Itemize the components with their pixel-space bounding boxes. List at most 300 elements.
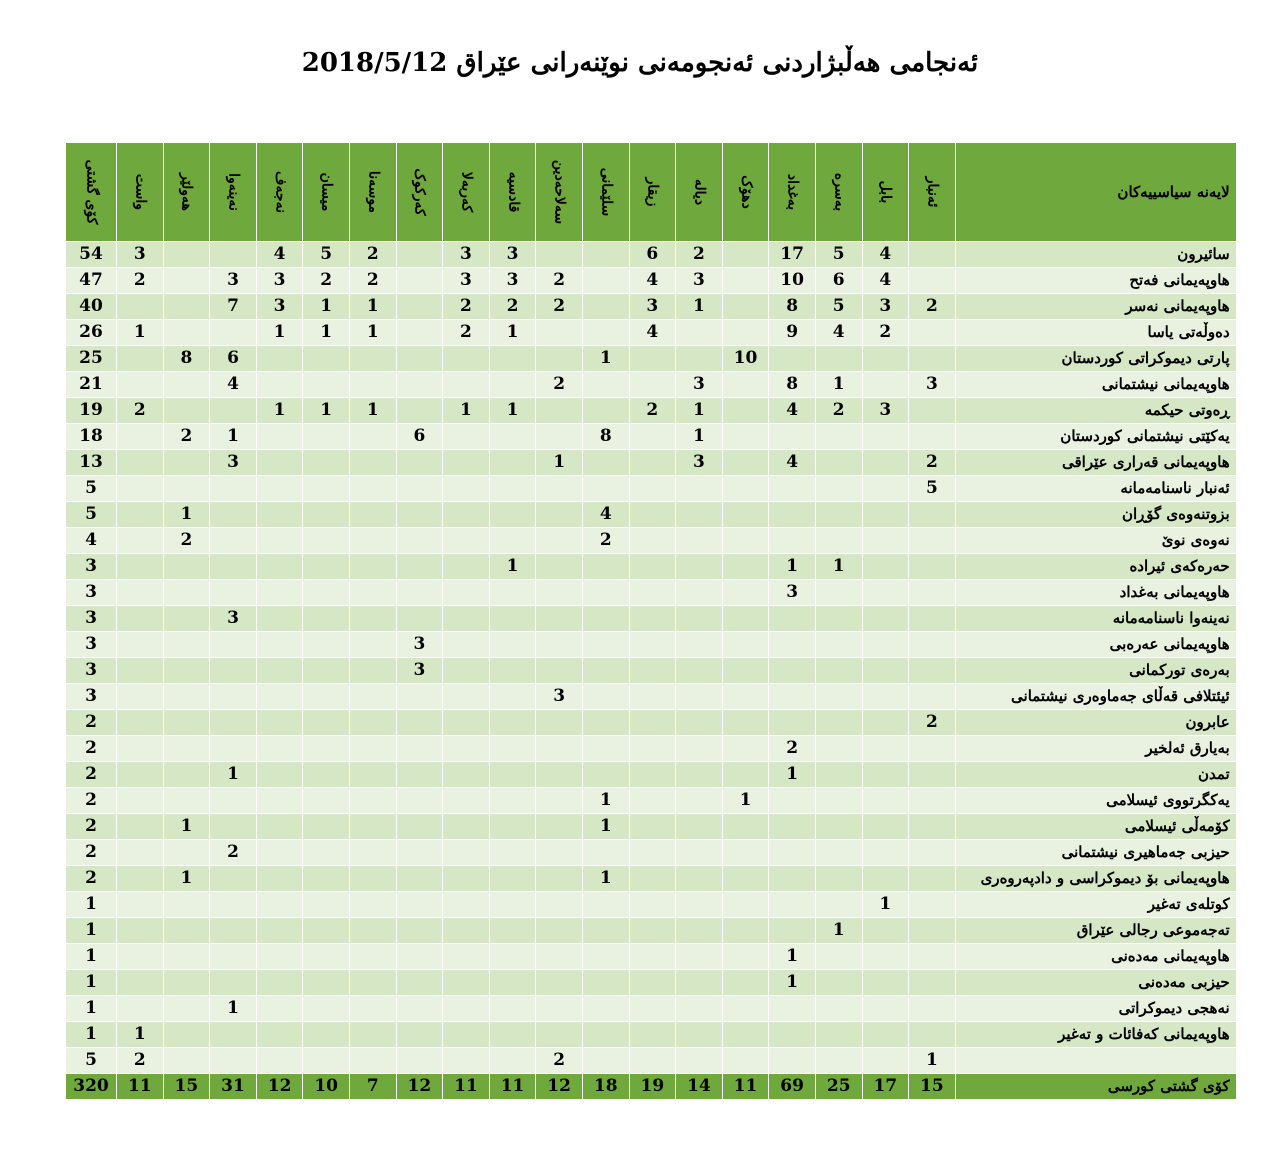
seat-count [769,866,816,892]
seat-count [349,346,396,372]
header-governorate [862,143,909,242]
seat-count: 3 [443,242,490,268]
seat-count [443,450,490,476]
seat-count: 1 [582,346,629,372]
seat-count [349,684,396,710]
seat-count [722,840,769,866]
seat-count [909,398,956,424]
governorate-total: 12 [396,1074,443,1100]
seat-count [489,996,536,1022]
seat-count [909,1022,956,1048]
seat-count [349,788,396,814]
governorate-total: 69 [769,1074,816,1100]
seat-count [396,450,443,476]
seat-count [117,580,164,606]
table-row [66,762,1237,788]
row-total: 54 [66,242,117,268]
seat-count [862,1022,909,1048]
seat-count [489,502,536,528]
seat-count [117,450,164,476]
table-row [66,268,1237,294]
seat-count [117,710,164,736]
seat-count [676,788,723,814]
header-party-label: لایەنە سیاسییەکان [955,143,1236,242]
party-name: هاوپەیمانی نیشتمانی [955,372,1236,398]
seat-count [629,762,676,788]
seat-count [629,372,676,398]
seat-count [582,736,629,762]
seat-count [862,814,909,840]
seat-count [815,450,862,476]
seat-count [582,684,629,710]
governorate-label: زیقار [644,177,661,207]
seat-count [303,606,350,632]
seat-count [815,1048,862,1074]
seat-count [210,502,257,528]
seat-count [163,242,210,268]
row-total: 47 [66,268,117,294]
seat-count [862,424,909,450]
seat-count [117,502,164,528]
seat-count [629,710,676,736]
seat-count [396,866,443,892]
seat-count [815,814,862,840]
seat-count [443,346,490,372]
seat-count: 1 [163,814,210,840]
table-row [66,632,1237,658]
seat-count: 1 [722,788,769,814]
seat-count [256,1048,303,1074]
seat-count [349,944,396,970]
seat-count [489,918,536,944]
seat-count [815,996,862,1022]
header-governorate [303,143,350,242]
seat-count [256,632,303,658]
seat-count [117,892,164,918]
seat-count: 2 [909,294,956,320]
seat-count [396,840,443,866]
seat-count [349,606,396,632]
table-row [66,554,1237,580]
seat-count [117,736,164,762]
seat-count [582,1048,629,1074]
seat-count: 1 [256,398,303,424]
seat-count: 1 [815,554,862,580]
seat-count [303,762,350,788]
seat-count [303,944,350,970]
seat-count: 2 [909,450,956,476]
seat-count [256,762,303,788]
seat-count [256,684,303,710]
seat-count [582,710,629,736]
seat-count [536,398,583,424]
seat-count [396,1022,443,1048]
seat-count [909,346,956,372]
seat-count [862,1048,909,1074]
header-governorate [256,143,303,242]
seat-count [210,242,257,268]
seat-count [396,996,443,1022]
seat-count [722,242,769,268]
governorate-label: واست [132,173,149,211]
seat-count [815,476,862,502]
seat-count [582,918,629,944]
seat-count [536,606,583,632]
seat-count [210,944,257,970]
seat-count: 4 [629,320,676,346]
table-row [66,788,1237,814]
seat-count [815,736,862,762]
governorate-label: سلێمانی [598,167,615,217]
seat-count [536,346,583,372]
seat-count [163,1022,210,1048]
seat-count [303,502,350,528]
seat-count [582,658,629,684]
seat-count: 2 [163,528,210,554]
table-row [66,866,1237,892]
seat-count: 4 [862,268,909,294]
seat-count [163,658,210,684]
seat-count [349,476,396,502]
seat-count [536,762,583,788]
seat-count [676,814,723,840]
seat-count [303,528,350,554]
seat-count: 3 [256,294,303,320]
seat-count [862,476,909,502]
seat-count [862,346,909,372]
seat-count [582,268,629,294]
seat-count: 3 [676,268,723,294]
seat-count [256,528,303,554]
seat-count: 1 [769,944,816,970]
row-total: 4 [66,528,117,554]
seat-count [536,866,583,892]
seat-count [629,346,676,372]
seat-count [163,372,210,398]
seat-count: 5 [815,294,862,320]
seat-count [349,1022,396,1048]
seat-count [349,736,396,762]
seat-count: 2 [676,242,723,268]
header-governorate [629,143,676,242]
seat-count: 2 [769,736,816,762]
row-total: 1 [66,996,117,1022]
party-name: هاوپەیمانی فەتح [955,268,1236,294]
seat-count [722,892,769,918]
row-total: 3 [66,684,117,710]
seat-count [722,554,769,580]
seat-count [210,658,257,684]
seat-count: 6 [210,346,257,372]
seat-count: 3 [629,294,676,320]
seat-count [443,710,490,736]
table-row [66,450,1237,476]
seat-count [163,450,210,476]
seat-count [676,840,723,866]
governorate-total: 15 [163,1074,210,1100]
seat-count [536,476,583,502]
seat-count: 1 [489,398,536,424]
seat-count [443,866,490,892]
seat-count [163,970,210,996]
row-total: 2 [66,710,117,736]
seat-count [163,398,210,424]
seat-count [629,580,676,606]
seat-count: 3 [536,684,583,710]
governorate-label: نەجەف [272,170,289,214]
table-row [66,1048,1237,1074]
seat-count [489,658,536,684]
seat-count [536,710,583,736]
governorate-label: هەولێر [178,173,195,211]
seat-count [582,554,629,580]
governorate-label: کەربەلا [458,171,475,213]
seat-count [396,320,443,346]
seat-count [163,580,210,606]
party-name: بەرەی تورکمانی [955,658,1236,684]
seat-count [349,892,396,918]
table-row [66,1022,1237,1048]
party-name: نەهجی دیموکراتی [955,996,1236,1022]
seat-count [862,684,909,710]
seat-count [210,892,257,918]
seat-count [722,320,769,346]
table-row [66,424,1237,450]
seat-count: 2 [815,398,862,424]
seat-count [536,736,583,762]
seat-count [210,918,257,944]
seat-count [676,658,723,684]
seat-count [396,554,443,580]
seat-count: 2 [443,320,490,346]
governorate-label: بەسرە [831,172,848,212]
row-total: 25 [66,346,117,372]
header-governorate [769,143,816,242]
seat-count: 2 [489,294,536,320]
header-governorate [909,143,956,242]
seat-count [117,684,164,710]
seat-count [582,944,629,970]
seat-count [769,476,816,502]
seat-count [769,632,816,658]
seat-count: 1 [582,814,629,840]
seat-count [909,502,956,528]
seat-count [676,892,723,918]
seat-count [862,788,909,814]
seat-count [443,814,490,840]
seat-count [396,372,443,398]
seat-count [489,866,536,892]
row-total: 2 [66,762,117,788]
seat-count [676,528,723,554]
seat-count: 2 [582,528,629,554]
table-row [66,840,1237,866]
table-row [66,684,1237,710]
seat-count [210,866,257,892]
seat-count [303,346,350,372]
seat-count: 2 [862,320,909,346]
seat-count [396,710,443,736]
seat-count [536,892,583,918]
seat-count [163,892,210,918]
seat-count [676,476,723,502]
seat-count [769,346,816,372]
seat-count [909,762,956,788]
party-name: کۆمەڵی ئیسلامی [955,814,1236,840]
seat-count [629,944,676,970]
seat-count [815,762,862,788]
party-name: بەیارق ئەلخیر [955,736,1236,762]
seat-count: 5 [815,242,862,268]
seat-count [582,398,629,424]
seat-count [303,892,350,918]
seat-count [582,606,629,632]
seat-count [489,580,536,606]
seat-count: 1 [163,502,210,528]
seat-count [163,788,210,814]
seat-count: 1 [862,892,909,918]
header-governorate [396,143,443,242]
seat-count: 2 [163,424,210,450]
seat-count [443,918,490,944]
seat-count: 1 [163,866,210,892]
table-row [66,710,1237,736]
seat-count [862,554,909,580]
seat-count [489,736,536,762]
seat-count: 1 [676,398,723,424]
seat-count [303,866,350,892]
seat-count [443,606,490,632]
seat-count: 3 [489,242,536,268]
seat-count [722,866,769,892]
seat-count [489,814,536,840]
seat-count: 2 [117,1048,164,1074]
governorate-label: دیالە [691,178,708,206]
seat-count: 1 [676,294,723,320]
seat-count [210,632,257,658]
seat-count [396,944,443,970]
seat-count [909,970,956,996]
seat-count: 1 [210,424,257,450]
seat-count [163,554,210,580]
seat-count [815,892,862,918]
seat-count [256,840,303,866]
seat-count [815,346,862,372]
seat-count: 1 [909,1048,956,1074]
seat-count [722,1022,769,1048]
row-total: 1 [66,944,117,970]
seat-count [117,762,164,788]
governorate-total: 25 [815,1074,862,1100]
seat-count [676,944,723,970]
seat-count [629,970,676,996]
seat-count [163,736,210,762]
seat-count [303,424,350,450]
seat-count [210,788,257,814]
seat-count [629,658,676,684]
seat-count [676,762,723,788]
row-total: 3 [66,606,117,632]
seat-count [443,632,490,658]
seat-count [722,658,769,684]
governorate-label: دهۆک [738,175,755,209]
seat-count: 2 [536,1048,583,1074]
governorate-label: کەرکوک [411,168,428,216]
sum-row [66,1074,1237,1100]
seat-count [676,970,723,996]
seat-count [629,1022,676,1048]
seat-count [582,580,629,606]
seat-count [629,424,676,450]
seat-count [909,840,956,866]
seat-count [722,372,769,398]
seat-count: 3 [769,580,816,606]
seat-count [443,554,490,580]
seat-count [909,918,956,944]
seat-count [349,658,396,684]
seat-count: 1 [582,866,629,892]
seat-count [210,710,257,736]
seat-count [722,528,769,554]
seat-count [489,632,536,658]
seat-count [117,866,164,892]
seat-count: 8 [769,372,816,398]
seat-count [722,450,769,476]
seat-count [722,710,769,736]
seat-count [489,476,536,502]
governorate-total: 17 [862,1074,909,1100]
seat-count [722,736,769,762]
seat-count [722,996,769,1022]
header-governorate [536,143,583,242]
seat-count [210,320,257,346]
row-total: 3 [66,554,117,580]
governorate-total: 31 [210,1074,257,1100]
seat-count [117,944,164,970]
seat-count [722,814,769,840]
seat-count [443,528,490,554]
party-name: ڕەوتی حیکمە [955,398,1236,424]
party-name: بزوتنەوەی گۆڕان [955,502,1236,528]
seat-count: 4 [769,398,816,424]
seat-count [629,502,676,528]
table-row [66,476,1237,502]
seat-count [396,398,443,424]
row-total: 26 [66,320,117,346]
party-name: نەینەوا ناسنامەمانە [955,606,1236,632]
seat-count: 2 [536,294,583,320]
seat-count: 3 [909,372,956,398]
seat-count: 8 [582,424,629,450]
governorate-label: میسان [318,172,335,212]
party-name: سائیرون [955,242,1236,268]
seat-count: 1 [256,320,303,346]
row-total: 40 [66,294,117,320]
seat-count: 6 [815,268,862,294]
seat-count [303,476,350,502]
seat-count [256,450,303,476]
seat-count [676,320,723,346]
seat-count [582,372,629,398]
governorate-label: بەغداد [784,173,801,211]
seat-count: 1 [582,788,629,814]
seat-count: 7 [210,294,257,320]
header-governorate [489,143,536,242]
row-total: 1 [66,1022,117,1048]
governorate-total: 11 [443,1074,490,1100]
party-name: دەوڵەتی یاسا [955,320,1236,346]
seat-count [536,242,583,268]
